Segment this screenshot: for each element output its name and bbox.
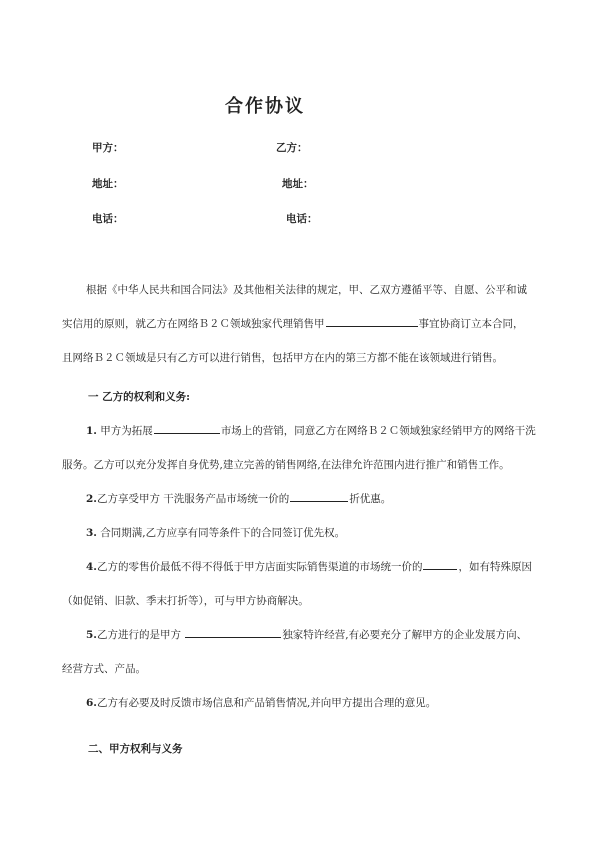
item-4-line-1 [62, 550, 540, 584]
item-4-text-a: 乙方的零售价最低不得不得低于甲方店面实际销售渠道的市场统一价的 [96, 561, 423, 573]
item-1-number: 1. [86, 425, 97, 437]
party-b-phone-label: 电话： [286, 213, 318, 225]
document-title: 合作协议 [225, 96, 305, 117]
franchise-blank-field[interactable] [185, 625, 281, 638]
party-a-label: 甲方： [92, 142, 124, 154]
item-5-text-b: 独家特许经营,有必要充分了解甲方的企业发展方向、 [282, 629, 528, 641]
discount-blank-field[interactable] [290, 489, 348, 502]
product-blank-field[interactable] [326, 314, 418, 327]
item-6-line [62, 686, 540, 720]
item-2-text-b: 折优惠。 [349, 493, 392, 505]
party-a-phone-label: 电话： [92, 213, 124, 225]
intro-line-2-text-b: 事宜协商订立本合同， [418, 318, 524, 330]
party-a-address-label: 地址： [92, 178, 124, 190]
item-4-line-2: （如促销、旧款、季末打折等），可与甲方协商解决。 [62, 595, 309, 607]
item-5-text-a: 乙方进行的是甲方 [96, 629, 185, 641]
intro-line-1: 根据《中华人民共和国合同法》及其他相关法律的规定，甲、乙双方遵循平等、自愿、公平和诚 [86, 284, 527, 296]
item-1-line-1 [62, 414, 540, 448]
market-blank-field[interactable] [154, 421, 220, 434]
price-blank-field[interactable] [423, 557, 457, 570]
item-3-line [62, 516, 540, 550]
item-5-line-2: 经营方式、产品。 [62, 663, 146, 675]
section-1-items [62, 414, 540, 720]
item-4-number: 4. [86, 561, 97, 573]
party-b-label: 乙方： [276, 142, 308, 154]
item-1-line-2: 服务。乙方可以充分发挥自身优势,建立完善的销售网络,在法律允许范围内进行推广和销售工作。 [62, 459, 510, 471]
item-3-number: 3. [86, 527, 97, 539]
intro-paragraph [62, 273, 540, 375]
item-5-number: 5. [86, 629, 97, 641]
item-1-text-a: 甲方为拓展 [96, 425, 153, 437]
item-6-text: 乙方有必要及时反馈市场信息和产品销售情况,并向甲方提出合理的意见。 [96, 697, 437, 709]
intro-line-3: 且网络Ｂ２Ｃ领域是只有乙方可以进行销售，包括甲方在内的第三方都不能在该领域进行销售。 [62, 352, 503, 364]
item-2-number: 2. [86, 493, 97, 505]
intro-line-2 [62, 307, 540, 341]
section-2-heading: 二、甲方权利与义务 [88, 743, 183, 755]
item-2-text-a: 乙方享受甲方 干洗服务产品市场统一价的 [96, 493, 290, 505]
item-2-line [62, 482, 540, 516]
section-1-heading: 一 乙方的权利和义务: [88, 391, 191, 403]
item-1-text-b: 市场上的营销，同意乙方在网络Ｂ２Ｃ领域独家经销甲方的网络干洗 [220, 425, 536, 437]
intro-line-2-text-a: 实信用的原则，就乙方在网络Ｂ２Ｃ领域独家代理销售甲 [62, 318, 325, 330]
item-6-number: 6. [86, 697, 97, 709]
item-3-text: 合同期满,乙方应享有同等条件下的合同签订优先权。 [96, 527, 346, 539]
party-b-address-label: 地址： [282, 178, 314, 190]
item-5-line-1 [62, 618, 540, 652]
item-4-text-b: ，如有特殊原因 [458, 561, 532, 573]
